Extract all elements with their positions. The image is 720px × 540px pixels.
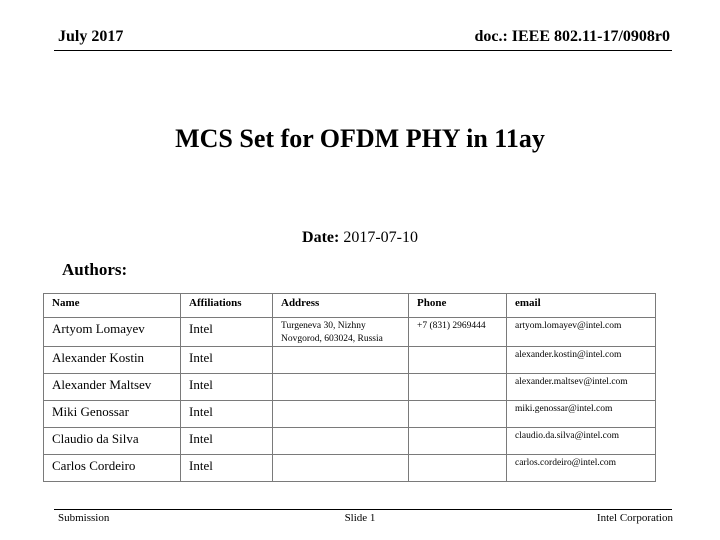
authors-label: Authors:: [62, 260, 128, 279]
header-date: July 2017: [58, 28, 124, 45]
table-row: [44, 428, 656, 455]
cell-affiliation: Intel: [181, 401, 273, 428]
date-line: [0, 229, 720, 247]
cell-affiliation: Intel: [181, 374, 273, 401]
table-row: [44, 347, 656, 374]
cell-phone: [409, 347, 507, 374]
cell-email: carlos.cordeiro@intel.com: [507, 455, 656, 482]
authors-table: [43, 293, 656, 482]
cell-email: claudio.da.silva@intel.com: [507, 428, 656, 455]
table-row: [44, 455, 656, 482]
cell-email: artyom.lomayev@intel.com: [507, 318, 656, 347]
cell-phone: +7 (831) 2969444: [409, 318, 507, 347]
table-header-row: [44, 294, 656, 318]
cell-address: [273, 455, 409, 482]
cell-name: Alexander Maltsev: [44, 374, 181, 401]
cell-name: Carlos Cordeiro: [44, 455, 181, 482]
header-name: Name: [44, 294, 181, 318]
header-doc-id: doc.: IEEE 802.11-17/0908r0: [474, 28, 670, 45]
date-label: Date:: [302, 229, 340, 246]
footer-slide-number: Slide 1: [344, 512, 376, 524]
table-row: [44, 374, 656, 401]
cell-affiliation: Intel: [181, 318, 273, 347]
cell-name: Miki Genossar: [44, 401, 181, 428]
cell-address: [273, 347, 409, 374]
cell-email: alexander.maltsev@intel.com: [507, 374, 656, 401]
cell-email: miki.genossar@intel.com: [507, 401, 656, 428]
cell-address: [273, 428, 409, 455]
header-email: email: [507, 294, 656, 318]
cell-affiliation: Intel: [181, 455, 273, 482]
header-address: Address: [273, 294, 409, 318]
cell-name: Claudio da Silva: [44, 428, 181, 455]
cell-affiliation: Intel: [181, 428, 273, 455]
slide-title: MCS Set for OFDM PHY in 11ay: [175, 124, 545, 153]
cell-name: Artyom Lomayev: [44, 318, 181, 347]
date-value: 2017-07-10: [343, 229, 418, 246]
cell-name: Alexander Kostin: [44, 347, 181, 374]
cell-phone: [409, 428, 507, 455]
table-row: [44, 401, 656, 428]
cell-phone: [409, 374, 507, 401]
cell-phone: [409, 401, 507, 428]
footer-organization: Intel Corporation: [596, 512, 673, 524]
header-affiliations: Affiliations: [181, 294, 273, 318]
cell-address: [273, 374, 409, 401]
cell-address: Turgeneva 30, Nizhny Novgorod, 603024, Russia: [273, 318, 409, 347]
cell-email: alexander.kostin@intel.com: [507, 347, 656, 374]
header-divider: [54, 50, 672, 51]
footer-divider: [54, 509, 672, 510]
header-phone: Phone: [409, 294, 507, 318]
footer-submission: Submission: [58, 512, 110, 524]
cell-affiliation: Intel: [181, 347, 273, 374]
table-row: [44, 318, 656, 347]
cell-address: [273, 401, 409, 428]
cell-phone: [409, 455, 507, 482]
